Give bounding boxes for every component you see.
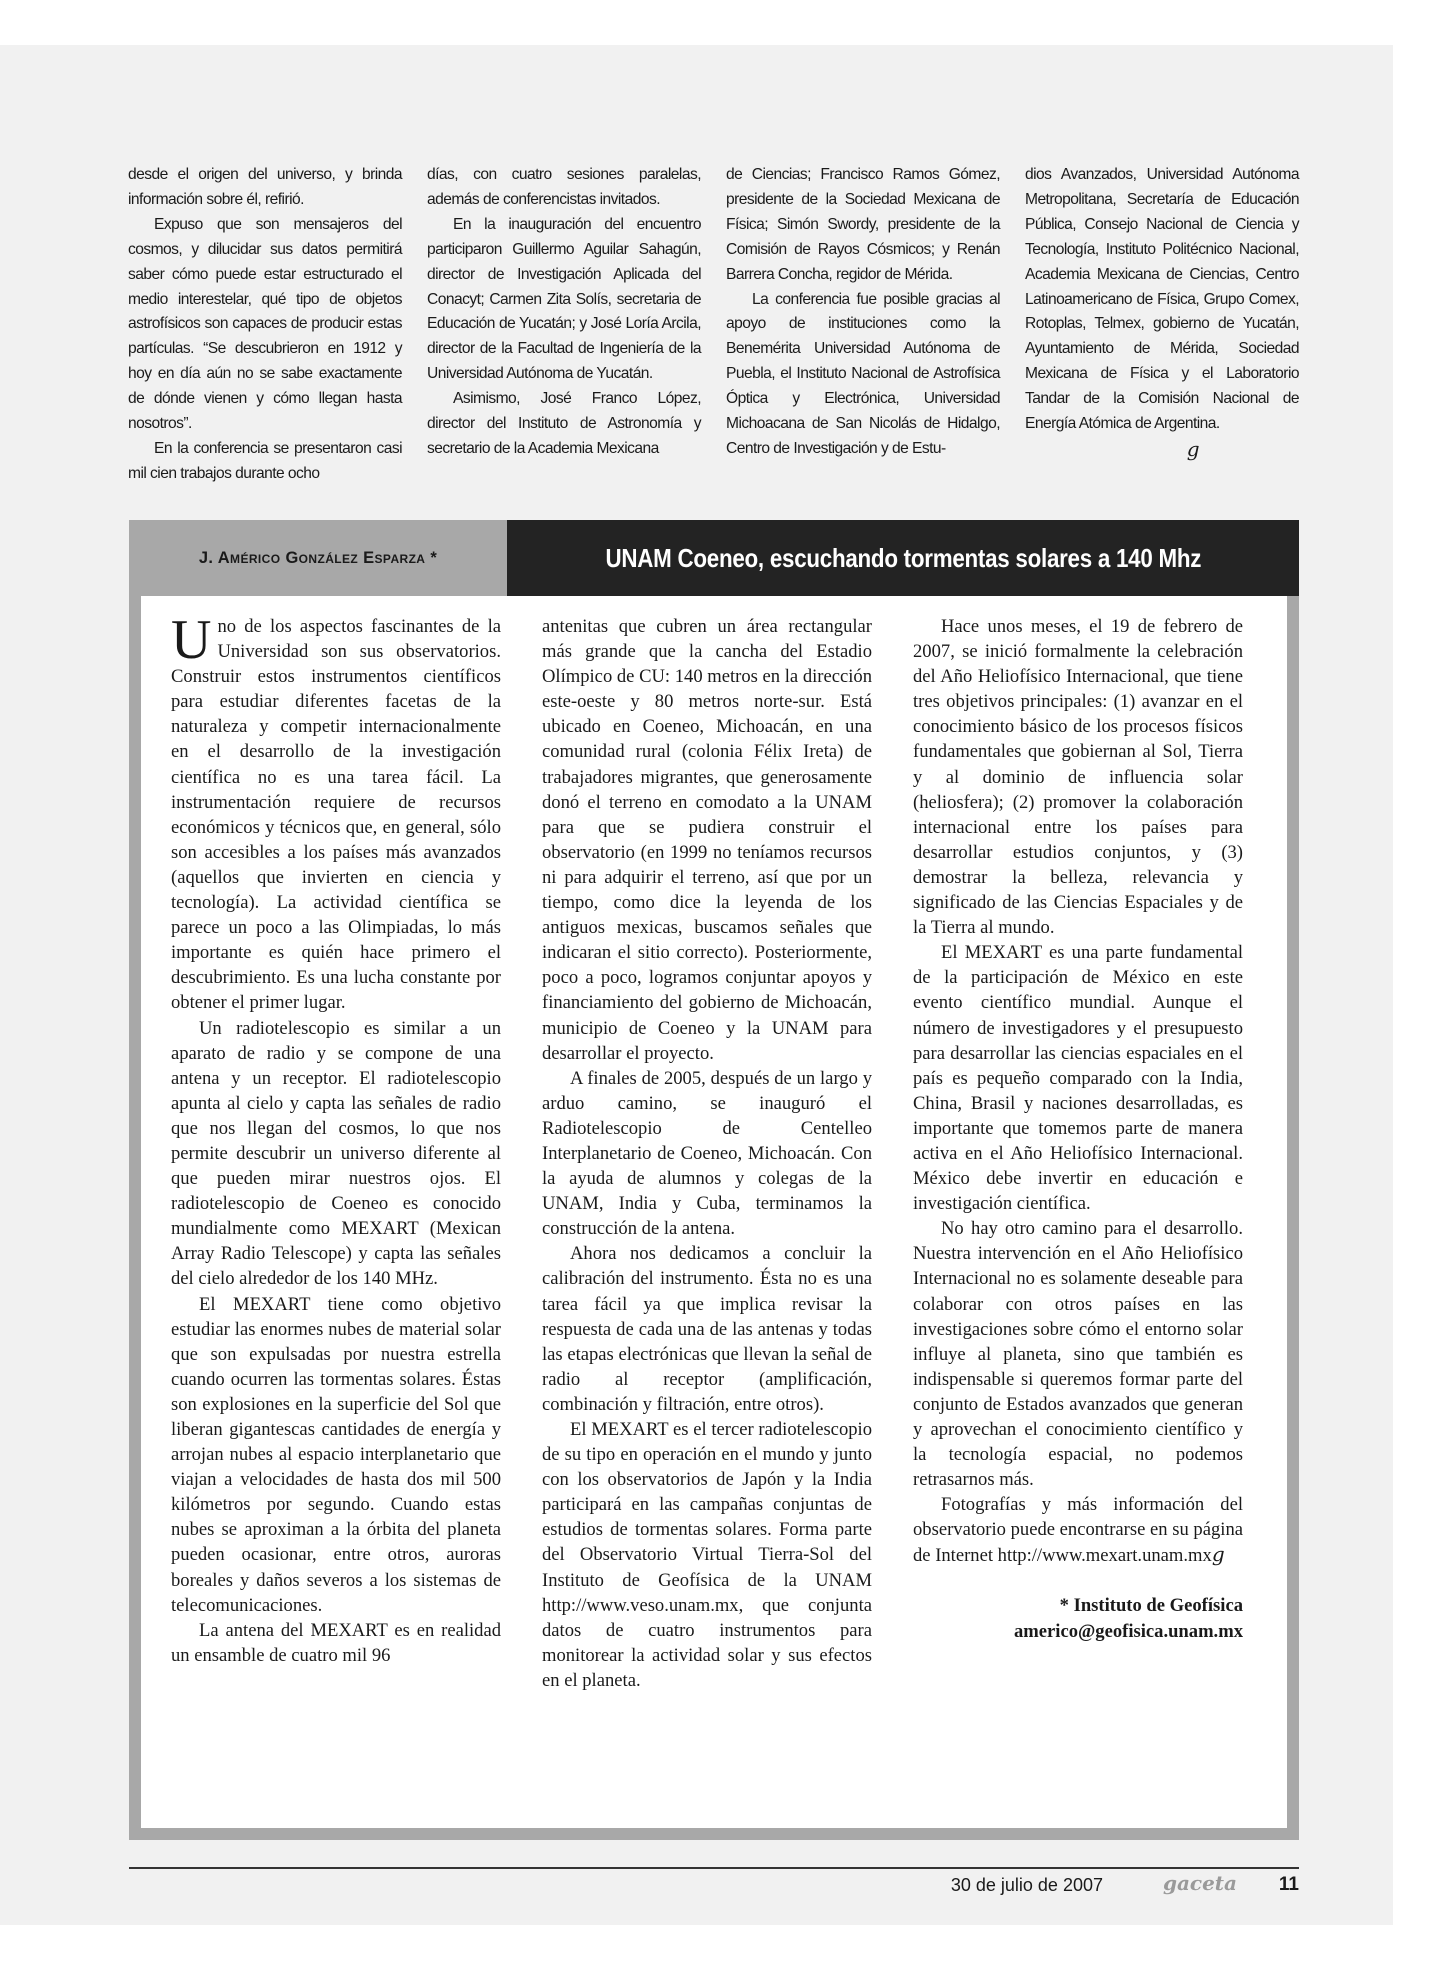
top-column-3 [726,163,1000,462]
page-number: 11 [1278,1874,1299,1895]
paragraph-text: Fotografías y más información del observatorio puede encontrarse en su página de Internet http://www.mexart.unam.mx [913,1494,1243,1567]
paragraph: El MEXART es una parte fundamental de la participación de México en este evento científico mundial. Aunque el número de investigadores y el presupuesto para desarrollar las ciencias espaciales en el país es pequeño comparado con la India, China, Brasil y naciones desarrolladas, es importante que tomemos parte de manera activa en el Año Heliofísico Internacional. México debe invertir en educación e investigación científica. [913,942,1243,1215]
top-column-4 [1025,163,1299,465]
gaceta-g-icon: g [1186,436,1199,461]
article-title-bar [507,520,1299,596]
author-byline [129,520,507,596]
top-column-2 [427,163,701,462]
paragraph: El MEXART es el tercer radiotelescopio de su tipo en operación en el mundo y junto con los observatorios de Japón y la India participará en las campañas conjuntas de estudios de tormentas solares. Forma parte del Observatorio Virtual Tierra-Sol del Instituto de Geofísica de la UNAM http://www.veso.unam.mx, que conjunta datos de cuatro instrumentos para monitorear la actividad solar y sus efectos en el planeta. [542,1419,872,1691]
paragraph: En la inauguración del encuentro participaron Guillermo Aguilar Sahagún, director de Investigación Aplicada del Conacyt; Carmen Zita Solís, secretaria de Educación de Yucatán; y José Loría Arcila, director de la Facultad de Ingeniería de la Universidad Autónoma de Yucatán. [427,215,701,383]
paragraph: Ahora nos dedicamos a concluir la calibración del instrumento. Ésta no es una tarea fácil ya que implica revisar la respuesta de cada una de las antenas y todas las etapas electrónicas que llevan la señal de radio al receptor (amplificación, combinación y filtración, entre otros). [542,1243,872,1415]
paragraph: La conferencia fue posible gracias al apoyo de instituciones como la Benemérita Universidad Autónoma de Puebla, el Instituto Nacional de Astrofísica Óptica y Electrónica, Universidad Michoacana de San Nicolás de Hidalgo, Centro de Investigación y de Estu- [726,290,1000,457]
paragraph: No hay otro camino para el desarrollo. Nuestra intervención en el Año Heliofísico Internacional no es solamente deseable para colaborar con otros países en las investigaciones sobre cómo el entorno solar influye al planeta, sino que también es indispensable si queremos formar parte del conjunto de Estados avanzados que generan y aprovechan el conocimiento científico y la tecnología espacial, no podemos retrasarnos más. [913,1218,1243,1491]
drop-cap: U [171,609,212,671]
paragraph: antenitas que cubren un área rectangular más grande que la cancha del Estadio Olímpico de CU: 140 metros en la dirección este-oeste y 80 metros norte-sur. Está ubicado en Coeneo, Michoacán, en una comunidad rural (colonia Félix Ireta) de trabajadores migrantes, que generosamente donó el terreno en comodato a la UNAM para que se pudiera construir el observatorio (en 1999 no teníamos recursos ni para adquirir el terreno, así que por un tiempo, como dice la leyenda de los antiguos mexicas, buscamos señales que indicaran el sitio correcto). Posteriormente, poco a poco, logramos conjuntar apoyos y financiamiento del gobierno de Michoacán, municipio de Coeneo y la UNAM para desarrollar el proyecto. [542,616,872,1064]
gaceta-g-icon: g [1211,1542,1225,1567]
paragraph: Expuso que son mensajeros del cosmos, y dilucidar sus datos permitirá saber cómo puede estar estructurado el medio interestelar, qué tipo de objetos astrofísicos son capaces de producir estas partículas. “Se descubrieron en 1912 y hoy en día aún no se sabe exactamente de dónde vienen y cómo llegan hasta nosotros”. [128,215,402,433]
article-column-1 [171,609,501,1668]
author-name: J. Américo González Esparza * [198,548,438,567]
paragraph: Hace unos meses, el 19 de febrero de 2007, se inició formalmente la celebración del Año Heliofísico Internacional, que tiene tres objetivos principales: (1) avanzar en el conocimiento básico de los procesos físicos fundamentales que gobiernan al Sol, Tierra y al dominio de influencia solar (heliosfera); (2) promover la colaboración internacional entre los países para desarrollar estudios conjuntos, y (3) demostrar la belleza, relevancia y significado de las Ciencias Espaciales y de la Tierra al mundo. [913,616,1243,939]
paragraph [171,609,501,1016]
article-column-3 [913,614,1243,1645]
article-title: UNAM Coeneo, escuchando tormentas solares a 140 Mhz [605,542,1201,573]
paragraph: El MEXART tiene como objetivo estudiar las enormes nubes de material solar que son expulsadas por nuestra estrella cuando ocurren las tormentas solares. Éstas son explosiones en la superficie del Sol que liberan gigantescas cantidades de energía y arrojan nubes al espacio interplanetario que viajan a velocidades de hasta dos mil 500 kilómetros por segundo. Cuando estas nubes se aproximan a la órbita del planeta pueden ocasionar, entre otros, auroras boreales y daños severos a los sistemas de telecomunicaciones. [171,1293,501,1616]
paragraph: Asimismo, José Franco López, director del Instituto de Astronomía y secretario de la Academia Mexicana [427,390,701,457]
footer-divider [129,1867,1299,1869]
paragraph: A finales de 2005, después de un largo y arduo camino, se inauguró el Radiotelescopio de Centelleo Interplanetario de Coeneo, Michoacán. Con la ayuda de alumnos y colegas de la UNAM, India y Cuba, terminamos la construcción de la antena. [542,1067,872,1240]
paragraph: dios Avanzados, Universidad Autónoma Metropolitana, Secretaría de Educación Pública, Consejo Nacional de Ciencia y Tecnología, Instituto Politécnico Nacional, Academia Mexicana de Ciencias, Centro Latinoamericano de Física, Grupo Comex, Rotoplas, Telmex, gobierno de Yucatán, Ayuntamiento de Mérida, Sociedad Mexicana de Física y el Laboratorio Tandar de la Comisión Nacional de Energía Atómica de Argentina. [1025,166,1299,433]
institution: * Instituto de Geofísica [1059,1594,1243,1616]
author-affiliation [913,1593,1243,1645]
paragraph-text: no de los aspectos fascinantes de la Universidad son sus observatorios. Construir estos instrumentos científicos para estudiar diferentes facetas de la naturaleza y competir internacionalmente en el desarrollo de la investigación científica no es una tarea fácil. La instrumentación requiere de recursos económicos y técnicos que, en general, sólo son accesibles a los países más avanzados (aquellos que invierten en ciencia y tecnología). La actividad científica se parece un poco a las Olimpiadas, lo más importante es quién hace primero el descubrimiento. Es una lucha constante por obtener el primer lugar. [171,616,501,1014]
gaceta-logo: gaceta [1162,1871,1237,1895]
author-email: americo@geofisica.unam.mx [1013,1620,1243,1642]
article-body [141,596,1287,1828]
issue-date: 30 de julio de 2007 [950,1875,1103,1895]
end-of-article-mark [1025,437,1299,465]
paragraph: En la conferencia se presentaron casi mil cien trabajos durante ocho [128,439,402,482]
article-frame [129,520,1299,1840]
paragraph: Un radiotelescopio es similar a un aparato de radio y se compone de una antena y un receptor. El radiotelescopio apunta al cielo y capta las señales de radio que nos llegan del cosmos, lo que nos permite descubrir un universo diferente al que pueden mirar nuestros ojos. El radiotelescopio de Coeneo es conocido mundialmente como MEXART (Mexican Array Radio Telescope) y capta las señales del cielo alrededor de los 140 MHz. [171,1017,501,1290]
paragraph: días, con cuatro sesiones paralelas, además de conferencistas invitados. [427,166,701,208]
paragraph: desde el origen del universo, y brinda información sobre él, refirió. [128,166,402,208]
article-column-2 [542,614,872,1693]
page-footer [129,1873,1299,1903]
paragraph: de Ciencias; Francisco Ramos Gómez, presidente de la Sociedad Mexicana de Física; Simón Swordy, presidente de la Comisión de Rayos Cósmicos; y Renán Barrera Concha, regidor de Mérida. [726,166,1000,283]
paragraph: La antena del MEXART es en realidad un ensamble de cuatro mil 96 [171,1619,501,1666]
paragraph [913,1492,1243,1568]
top-column-1 [128,163,402,487]
